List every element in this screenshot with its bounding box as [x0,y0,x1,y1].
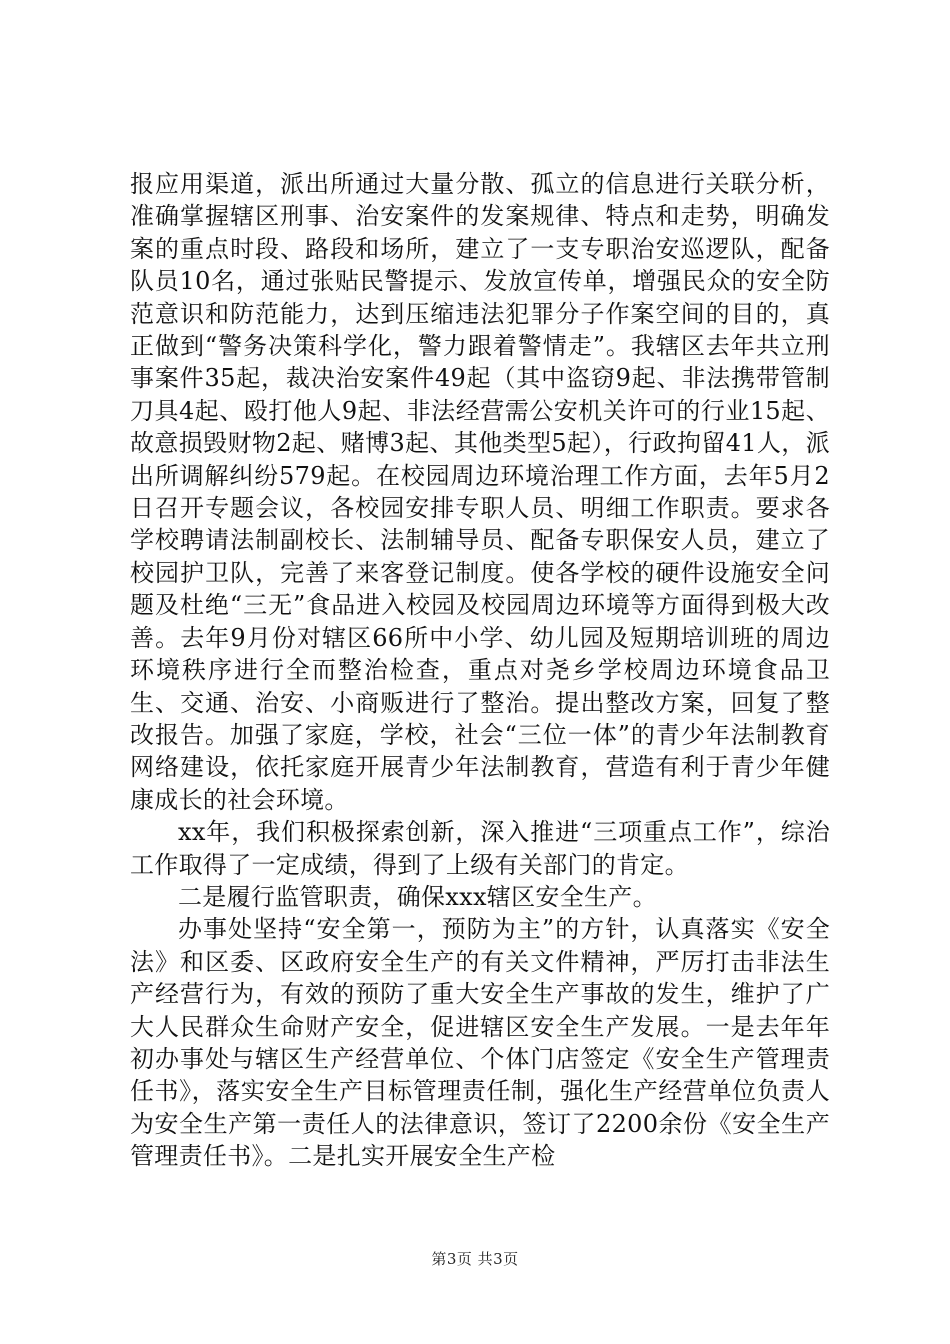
paragraph-1: 报应用渠道，派出所通过大量分散、孤立的信息进行关联分析，准确掌握辖区刑事、治安案件的发案规律、特点和走势，明确发案的重点时段、路段和场所，建立了一支专职治安巡逻队，配备队员10名，通过张贴民警提示、发放宣传单，增强民众的安全防范意识和防范能力，达到压缩违法犯罪分子作案空间的目的，真正做到“警务决策科学化，警力跟着警情走”。我辖区去年共立刑事案件35起，裁决治安案件49起（其中盗窃9起、非法携带管制刀具4起、殴打他人9起、非法经营需公安机关许可的行业15起、故意损毁财物2起、赌博3起、其他类型5起），行政拘留41人，派出所调解纠纷579起。在校园周边环境治理工作方面，去年5月2日召开专题会议，各校园安排专职人员、明细工作职责。要求各学校聘请法制副校长、法制辅导员、配备专职保安人员，建立了校园护卫队，完善了来客登记制度。使各学校的硬件设施安全问题及杜绝“三无”食品进入校园及校园周边环境等方面得到极大改善。去年9月份对辖区66所中小学、幼儿园及短期培训班的周边环境秩序进行全而整治检查，重点对尧乡学校周边环境食品卫生、交通、治安、小商贩进行了整治。提出整改方案，回复了整改报告。加强了家庭，学校，社会“三位一体”的青少年法制教育网络建设，依托家庭开展青少年法制教育，营造有利于青少年健康成长的社会环境。 [130,170,830,814]
paragraph-2: xx年，我们积极探索创新，深入推进“三项重点工作”，综治工作取得了一定成绩，得到了上级有关部门的肯定。 [130,818,830,879]
page-footer: 第3页 共3页 [431,1250,519,1268]
paragraph-4: 办事处坚持“安全第一，预防为主”的方针，认真落实《安全法》和区委、区政府安全生产的有关文件精神，严厉打击非法生产经营行为，有效的预防了重大安全生产事故的发生，维护了广大人民群众生命财产安全，促进辖区安全生产发展。一是去年年初办事处与辖区生产经营单位、个体门店签定《安全生产管理责任书》，落实安全生产目标管理责任制，强化生产经营单位负责人为安全生产第一责任人的法律意识，签订了2200余份《安全生产管理责任书》。二是扎实开展安全生产检 [130,915,830,1171]
paragraph-3: 二是履行监管职责，确保xxx辖区安全生产。 [178,882,657,911]
body-text [130,168,830,1173]
